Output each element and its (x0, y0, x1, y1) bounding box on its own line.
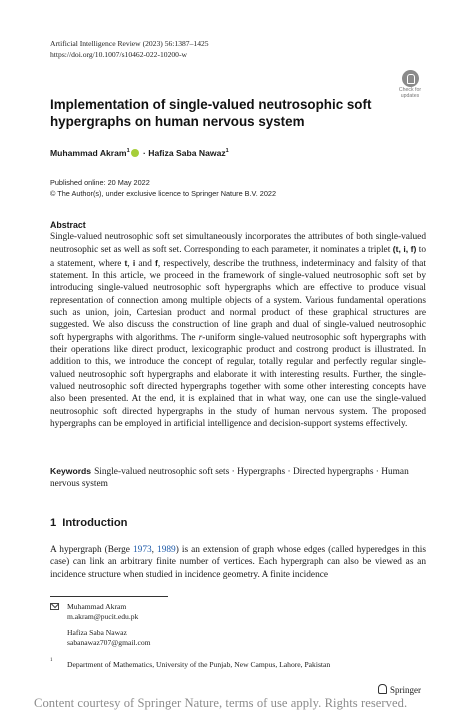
contact-email[interactable]: m.akram@pucit.edu.pk (67, 612, 139, 622)
check-for-updates-badge[interactable] (392, 70, 428, 104)
author-affil-sup: 1 (126, 148, 130, 155)
paper-title: Implementation of single-valued neutrosophic soft hypergraphs on human nervous system (50, 97, 372, 129)
abstract-fragment: -uniform single-valued neutrosophic soft hypergraphs with their operations like direct product, lexicographic product and costrong product is illustrated. In addition to this, we introduce the concept of regular, totally regular and perfectly regular single-valued neutrosophic soft hypergraphs and elaborate it with interesting results. Further, the single-valued neutrosophic soft directed hypergraphs together with some other interesting concepts have also been presented. At the end, it is explained that in what way, one can use the single-valued neutrosophic soft directed hypergraphs in the study of human nervous system. The proposed hypergraphs can be employed in artificial intelligence and decision-support systems effectively. (50, 332, 427, 430)
contact-name: Hafiza Saba Nawaz (67, 628, 127, 637)
author-affil-sup: 1 (225, 148, 229, 155)
author-separator: · (143, 148, 146, 158)
publisher-name: Springer (390, 685, 421, 695)
contact-email[interactable]: sabanawaz707@gmail.com (67, 638, 151, 648)
envelope-icon (50, 603, 59, 610)
badge-line1: Check for (398, 87, 422, 93)
abstract-fragment: , respectively, describe the truthness, indeterminacy and falsity of that statement. In this article, we proceed in the framework of single-valued neutrosophic soft set by introducing single-valued neutrosophic soft hypergraphs which are effective to produce visual representation of connection among multiple objects of a system. Various fundamental operations such as union, join, Cartesian product and normal product of these graphical structures are suggested. We also discuss the construction of line graph and dual of single-valued neutrosophic soft hypergraphs with algorithms. The (50, 258, 426, 343)
keywords-text: Single-valued neutrosophic soft sets · Hypergraphs · Directed hypergraphs · Human nervous system (50, 467, 409, 490)
intro-fragment: ) is an extension of graph whose edges (called hyperedges in this case) can link an arbitrary finite number of vertices. Each hypergraph can also be viewed as an incidence structure when studied in incidence geometry. A finite incidence (50, 545, 427, 580)
published-date: Published online: 20 May 2022 (50, 178, 150, 187)
journal-citation: Artificial Intelligence Review (2023) 56:1387–1425 (50, 39, 209, 48)
badge-line2: updates (400, 93, 420, 99)
abstract-fragment: to a statement, where (50, 245, 427, 269)
abstract-text (50, 231, 426, 431)
abstract-symbol-t: t (124, 257, 128, 268)
section-heading (50, 517, 133, 529)
abstract-fragment: Single-valued neutrosophic soft set simultaneously incorporates the attributes of both single-valued neutrosophic set as well as soft set. Corresponding to each parameter, it nominates a triplet (50, 232, 426, 256)
abstract-triplet: (t, i, f) (392, 244, 417, 255)
abstract-heading: Abstract (50, 220, 86, 230)
publication-info (50, 177, 276, 199)
abstract-symbol-f: f (155, 257, 158, 268)
abstract-symbol-r: r (198, 332, 203, 343)
doi-link[interactable]: https://doi.org/10.1007/s10462-022-10200-w (50, 50, 187, 59)
springer-horse-icon (378, 684, 387, 694)
section-number: 1 (50, 517, 57, 529)
author-name[interactable]: Hafiza Saba Nawaz (148, 148, 226, 158)
keywords-label: Keywords (50, 466, 92, 476)
abstract-fragment: and (135, 258, 156, 269)
abstract-symbol-i: i (132, 257, 136, 268)
check-for-updates-icon (402, 70, 419, 87)
citation-link[interactable]: 1973 (132, 545, 152, 555)
affiliation-text: Department of Mathematics, University of the Punjab, New Campus, Lahore, Pakistan (67, 660, 331, 669)
footnote-divider (50, 596, 168, 597)
section-title: Introduction (62, 517, 128, 529)
author-list (50, 148, 229, 158)
publisher-logo (378, 684, 421, 695)
intro-fragment: A hypergraph (Berge (50, 545, 133, 555)
orcid-icon[interactable] (131, 149, 139, 157)
intro-text (50, 544, 426, 581)
citation-link[interactable]: 1989 (157, 545, 176, 555)
keywords-block (50, 465, 426, 491)
abstract-fragment: , (127, 258, 133, 269)
intro-fragment: , (151, 545, 158, 555)
author-name[interactable]: Muhammad Akram (50, 148, 127, 158)
copyright-line: © The Author(s), under exclusive licence to Springer Nature B.V. 2022 (50, 189, 277, 198)
affiliation-number: 1 (50, 658, 53, 663)
contact-name: Muhammad Akram (67, 602, 127, 611)
courtesy-footer[interactable]: Content courtesy of Springer Nature, terms of use apply. Rights reserved. (34, 696, 408, 710)
journal-header (50, 38, 209, 60)
